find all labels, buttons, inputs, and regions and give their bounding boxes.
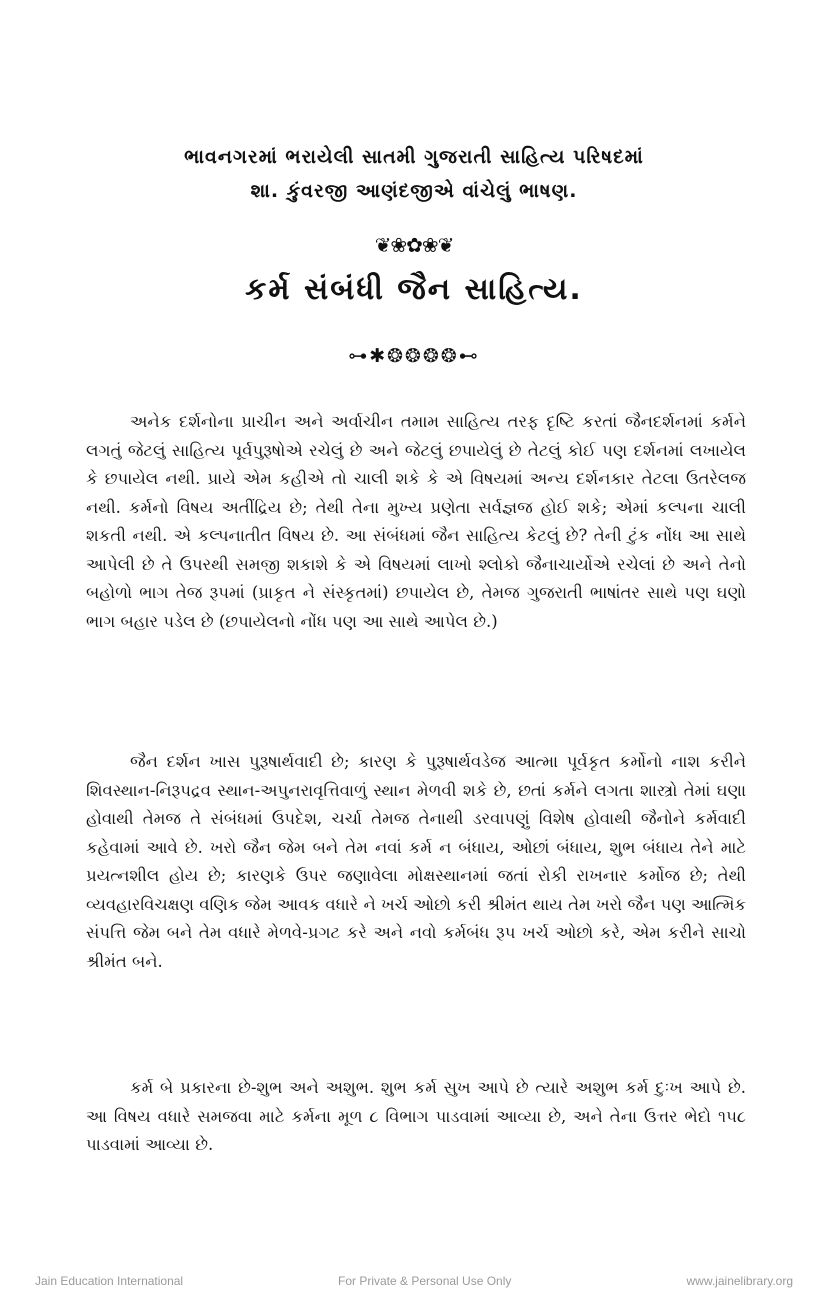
footer-website: www.jainelibrary.org	[686, 1274, 793, 1288]
speech-header-line-1: ભાવનગરમાં ભરાયેલી સાતમી ગુજરાતી સાહિત્ય પરિષદમાં	[184, 146, 644, 168]
document-title: કર્મ સંબંધી જૈન સાહિત્ય.	[245, 272, 583, 307]
body-paragraph-3	[86, 1074, 746, 1160]
paragraph-text: જૈન દર્શન ખાસ પુરૂષાર્થવાદી છે; કારણ કે પુરૂષાર્થવડેજ આત્મા પૂર્વકૃત કર્મોનો નાશ કરીને શિવસ્થાન-નિરૂપદ્રવ સ્થાન-અપુનરાવૃત્તિવાળું સ્થાન મેળવી શકે છે, છતાં કર્મને લગતા શાસ્ત્રો તેમાં ઘણા હોવાથી તેમજ તે સંબંધમાં ઉપદેશ, ચર્ચા તેમજ તેનાથી ડરવાપણું વિશેષ હોવાથી જૈનોને કર્મવાદી કહેવામાં આવે છે. ખરો જૈન જેમ બને તેમ નવાં કર્મ ન બંધાય, ઓછાં બંધાય, શુભ બંધાય તેને માટે પ્રયત્નશીલ હોય છે; કારણકે ઉપર જણાવેલા મોક્ષસ્થાનમાં જતાં રોકી રાખનાર કર્મોજ છે; તેથી વ્યવહારવિચક્ષણ વણિક જેમ આવક વધારે ને ખર્ચ ઓછો કરી શ્રીમંત થાય તેમ ખરો જૈન પણ આત્મિક સંપત્તિ જેમ બને તેમ વધારે મેળવે-પ્રગટ કરે અને નવો કર્મબંધ રૂપ ખર્ચ ઓછો કરે, એમ કરીને સાચો શ્રીમંત બને.	[86, 752, 746, 971]
decorative-ornament-middle: ⊶✱❂❂❂❂⊷	[348, 345, 480, 367]
decorative-ornament-top: ❦❀✿❀❦	[374, 233, 454, 257]
paragraph-text: અનેક દર્શનોના પ્રાચીન અને અર્વાચીન તમામ સાહિત્ય તરફ દૃષ્ટિ કરતાં જૈનદર્શનમાં કર્મને લગતું જેટલું સાહિત્ય પૂર્વપુરૂષોએ રચેલું છે અને જેટલું છપાયેલું છે તેટલું કોઈ પણ દર્શનમાં લખાયેલ કે છપાયેલ નથી. પ્રાયે એમ કહીએ તો ચાલી શકે કે એ વિષયમાં અન્ય દર્શનકાર તેટલા ઉતરેલજ નથી. કર્મનો વિષય અતીંદ્રિય છે; તેથી તેના મુખ્ય પ્રણેતા સર્વજ્ઞજ હોઈ શકે; એમાં કલ્પના ચાલી શકતી નથી. એ કલ્પનાતીત વિષય છે. આ સંબંધમાં જૈન સાહિત્ય કેટલું છે? તેની ટુંક નોંધ આ સાથે આપેલી છે તે ઉપરથી સમજી શકાશે કે એ વિષયમાં લાખો શ્લોકો જૈનાચાર્યોએ રચેલાં છે અને તેનો બહોળો ભાગ તેજ રૂપમાં (પ્રાકૃત ને સંસ્કૃતમાં) છપાયેલ છે, તેમજ ગુજરાતી ભાષાંતર સાથે પણ ઘણો ભાગ બહાર પડેલ છે (છપાયેલનો નોંધ પણ આ સાથે આપેલ છે.)	[86, 412, 746, 631]
footer-publisher: Jain Education International	[35, 1274, 184, 1288]
page-footer	[0, 1274, 828, 1294]
body-paragraph-1	[86, 408, 746, 636]
footer-usage-note: For Private & Personal Use Only	[338, 1274, 512, 1288]
paragraph-text: કર્મ બે પ્રકારના છે-શુભ અને અશુભ. શુભ કર્મ સુખ આપે છે ત્યારે અશુભ કર્મ દુઃખ આપે છે. આ વિષય વધારે સમજવા માટે કર્મના મૂળ ૮ વિભાગ પાડવામાં આવ્યા છે, અને તેના ઉત્તર ભેદો ૧૫૮ પાડવામાં આવ્યા છે.	[86, 1078, 746, 1154]
speech-header-line-2: શા. કુંવરજી આણંદજીએ વાંચેલું ભાષણ.	[250, 180, 578, 202]
body-paragraph-2	[86, 748, 746, 976]
